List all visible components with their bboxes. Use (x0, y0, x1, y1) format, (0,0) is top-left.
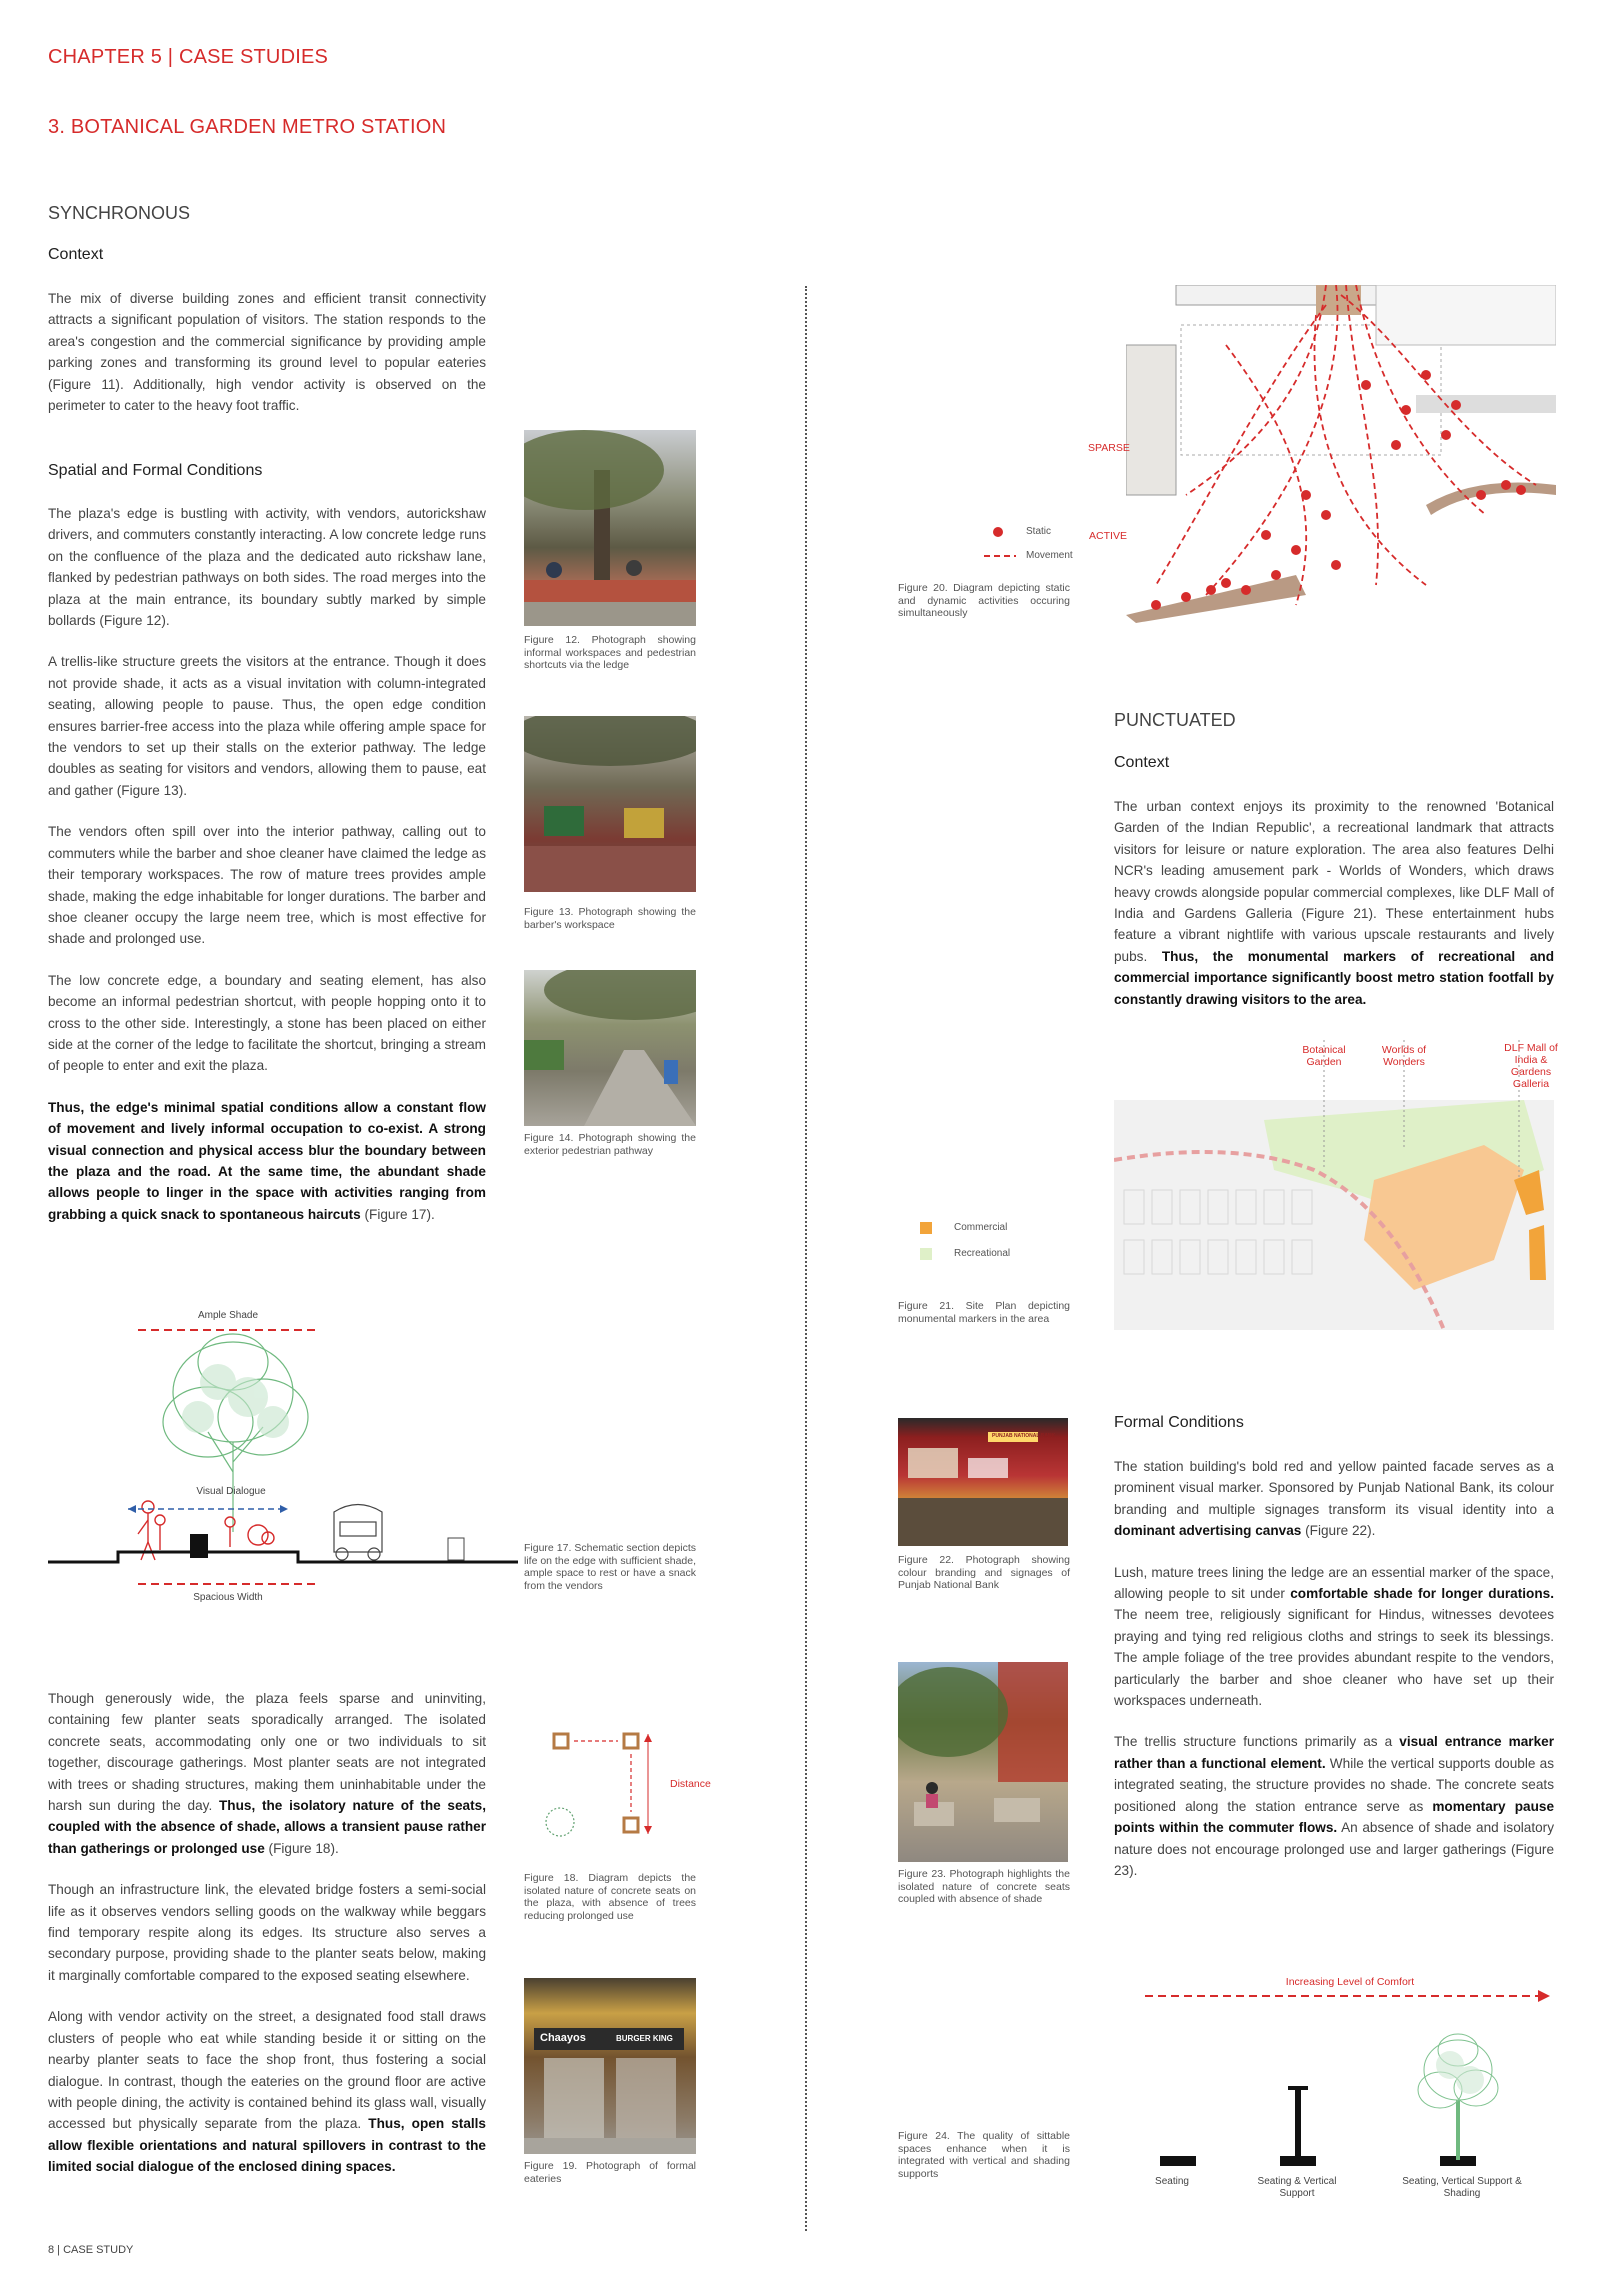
static-activity-dot (1441, 430, 1451, 440)
caption-fig12: Figure 12. Photograph showing informal workspaces and pedestrian shortcuts via the ledge (524, 634, 696, 671)
sign-pnb: PUNJAB NATIONAL BANK (992, 1433, 1056, 1439)
static-activity-dot (1261, 530, 1271, 540)
fig21-site-plan (1114, 1040, 1558, 1330)
context-heading: Context (48, 246, 104, 263)
section-diagram-svg (48, 1302, 518, 1622)
comfort-diagram-svg (1140, 1970, 1560, 2180)
site-plan-svg (1114, 1040, 1554, 1330)
caption-fig24: Figure 24. The quality of sittable spaces enhance when it is integrated with vertical and shading supports (898, 2130, 1070, 2180)
seats-photo-illustration (898, 1662, 1068, 1862)
fig18-diagram (530, 1712, 710, 1862)
column-divider (805, 286, 807, 2231)
caption-fig14: Figure 14. Photograph showing the exterior pedestrian pathway (524, 1132, 696, 1157)
pathway-photo-illustration (524, 970, 696, 1126)
paragraph: Along with vendor activity on the street, a designated food stall draws clusters of people who eat while standing beside it or sitting on the nearby planter seats to face the shop front, thus fostering a social dialogue. In contrast, though the eateries on the ground floor are active with people dining, the activity is contained behind its glass wall, visually accessed but physically separate from the plaza. Thus, open stalls allow flexible orientations and natural spillovers in contrast to the limited social dialogue of the enclosed dining spaces. (48, 2009, 486, 2175)
static-activity-dot (1391, 440, 1401, 450)
caption-fig19: Figure 19. Photograph of formal eateries (524, 2160, 696, 2185)
static-activity-dot (1241, 585, 1251, 595)
legend-swatch-recreational (920, 1248, 932, 1260)
label-botanical-garden: Botanical Garden (1302, 1044, 1346, 1068)
label-seating-full: Seating, Vertical Support & Shading (1402, 2176, 1522, 2199)
legend-commercial: Commercial (954, 1222, 1008, 1233)
label-ample-shade: Ample Shade (197, 1310, 259, 1321)
static-activity-dot (1271, 570, 1281, 580)
caption-fig20: Figure 20. Diagram depicting static and dynamic activities occuring simultaneously (898, 582, 1070, 619)
paragraph: Thus, the edge's minimal spatial conditions allow a constant flow of movement and lively informal occupation to co-exist. A strong visual connection and physical access blur the boundary between the plaza and the road. At the same time, the abundant shade allows people to linger in the space with activities ranging from grabbing a quick snack to spontaneous haircuts (Figure 17). (48, 1099, 486, 1222)
photo-isolated-seats (898, 1662, 1068, 1862)
barber-photo-illustration (524, 716, 696, 892)
legend-swatch-commercial (920, 1222, 932, 1234)
formal-conditions-heading: Formal Conditions (1114, 1414, 1244, 1431)
photo-formal-eateries (524, 1978, 696, 2154)
static-activity-dot (1361, 380, 1371, 390)
context-text: The mix of diverse building zones and efficient transit connectivity attracts a significant population of visitors. The station responds to the area's congestion and the commercial significance by providing ample parking zones and transforming its ground level to popular eateries (Figure 11). Additionally, high vendor activity is observed on the perimeter to cater to the heavy foot traffic. (48, 291, 486, 414)
caption-fig21: Figure 21. Site Plan depicting monumental markers in the area (898, 1300, 1070, 1325)
chapter-title: CHAPTER 5 | CASE STUDIES (48, 46, 329, 68)
fig20-legend (984, 522, 1104, 566)
label-visual-dialogue: Visual Dialogue (196, 1486, 266, 1497)
synchronous-heading: SYNCHRONOUS (48, 203, 191, 223)
static-activity-dot (1331, 560, 1341, 570)
paragraph: The vendors often spill over into the interior pathway, calling out to commuters while the barber and shoe cleaner have claimed the ledge as their temporary workspaces. The row of mature trees provides ample shade, making the edge inhabitable for longer durations. The barber and shoe cleaner occupy the large neem tree, which is most effective for shade and prolonged use. (48, 824, 486, 947)
static-activity-dot (1476, 490, 1486, 500)
paragraph: Lush, mature trees lining the ledge are an essential marker of the space, allowing people to sit under comfortable shade for longer durations. The neem tree, religiously significant for Hindus, witnesses devotees praying and tying red religious cloths and strings to seek its blessings. The ample foliage of the tree provides abundant respite to the vendors, particularly the barber and shoe cleaner who have set up their workspaces underneath. (1114, 1564, 1554, 1709)
photo-informal-workspaces (524, 430, 696, 626)
label-worlds-of-wonders: Worlds of Wonders (1381, 1044, 1427, 1068)
static-activity-dot (1321, 510, 1331, 520)
sign-burger-king: BURGER KING (616, 2034, 673, 2043)
label-dlf-mall: DLF Mall of India & Gardens Galleria (1504, 1042, 1558, 1090)
punctuated-heading: PUNCTUATED (1114, 710, 1236, 730)
static-activity-dot (1151, 600, 1161, 610)
label-distance: Distance (670, 1778, 711, 1790)
legend-recreational: Recreational (954, 1248, 1011, 1259)
paragraph: The trellis structure functions primarily as a visual entrance marker rather than a functional element. While the vertical supports double as integrated seating, the structure provides no shade. The concrete seats positioned along the station entrance serve as momentary pause points within the commuter flows. An absence of shade and isolatory nature does not encourage prolonged use and larger gatherings (Figure 23). (1114, 1734, 1555, 1878)
legend-static: Static (1026, 526, 1052, 537)
static-activity-dot (1181, 592, 1191, 602)
caption-fig18: Figure 18. Diagram depicts the isolated nature of concrete seats on the plaza, with absence of trees reducing prolonged use (524, 1872, 696, 1922)
right-context-text: The urban context enjoys its proximity to the renowned 'Botanical Garden of the Indian Republic', a recreational landmark that attracts visitors for leisure or nature exploration. The area also features Delhi NCR's leading amusement park - Worlds of Wonders, which draws heavy crowds alongside popular commercial complexes, like DLF Mall of India and Gardens Galleria (Figure 21). These entertainment hubs feature a vibrant nightlife with various upscale restaurants and lively pubs. Thus, the monumental markers of recreational and commercial importance significantly boost metro station footfall by constantly drawing visitors to the area. (1114, 799, 1554, 1007)
static-activity-dot (1221, 578, 1231, 588)
label-increasing-comfort: Increasing Level of Comfort (1285, 1976, 1415, 1988)
spatial-text-block (48, 503, 486, 1245)
section-title: 3. BOTANICAL GARDEN METRO STATION (48, 116, 447, 138)
legend-movement: Movement (1026, 550, 1073, 561)
paragraph: A trellis-like structure greets the visitors at the entrance. Though it does not provide shade, it acts as a visual invitation with column-integrated seating, allowing people to pause. Thus, the open edge condition ensures barrier-free access into the plaza while offering ample space for the vendors to set up their stalls on the exterior pathway. The ledge doubles as seating for visitors and vendors, allowing them to pause, eat and gather (Figure 13). (48, 654, 486, 798)
caption-fig23: Figure 23. Photograph highlights the isolated nature of concrete seats coupled with absence of shade (898, 1868, 1070, 1905)
label-spacious-width: Spacious Width (193, 1592, 263, 1603)
fig20-activity-map (1126, 285, 1556, 623)
photo-punjab-national-bank (898, 1418, 1068, 1546)
formal-conditions-text (1114, 1456, 1554, 1901)
static-activity-dot (1516, 485, 1526, 495)
eateries-photo-illustration (524, 1978, 696, 2154)
fig21-legend (920, 1222, 1080, 1266)
caption-fig17: Figure 17. Schematic section depicts life on the edge with sufficient shade, ample space to rest or have a snack from the vendors (524, 1542, 697, 1592)
fig24-comfort-diagram (1140, 1970, 1560, 2180)
caption-fig13: Figure 13. Photograph showing the barber's workspace (524, 906, 696, 931)
static-activity-dot (1501, 480, 1511, 490)
page-footer: 8 | CASE STUDY (48, 2244, 134, 2256)
label-active: ACTIVE (1089, 530, 1127, 542)
paragraph: Though an infrastructure link, the elevated bridge fosters a semi-social life as it observes vendors selling goods on the walkway while beggars find temporary respite along its edges. Its structure also serves a secondary purpose, providing shade to the planter seats below, making it marginally comfortable compared to the exposed seating elsewhere. (48, 1882, 486, 1983)
photo-pedestrian-pathway (524, 970, 696, 1126)
paragraph: The plaza's edge is bustling with activity, with vendors, autorickshaw drivers, and commuters constantly interacting. A low concrete ledge runs on the confluence of the plaza and the dedicated auto rickshaw lane, flanked by pedestrian pathways on both sides. The road merges into the plaza at the main entrance, its boundary subtly marked by simple bollards (Figure 12). (48, 506, 486, 629)
paragraph: The low concrete edge, a boundary and seating element, has also become an informal pedestrian shortcut, with people hopping onto it to cross to the other side. Interestingly, a stone has been placed on either side at the corner of the ledge to facilitate the shortcut, bringing a stream of people to enter and exit the plaza. (48, 972, 486, 1074)
static-activity-dot (1401, 405, 1411, 415)
spatial-heading: Spatial and Formal Conditions (48, 462, 263, 479)
activity-map-svg (1126, 285, 1556, 623)
plaza-text-block (48, 1688, 486, 2198)
label-sparse: SPARSE (1088, 442, 1130, 454)
label-seating-vertical: Seating & Vertical Support (1257, 2176, 1337, 2199)
tree-photo-illustration (524, 430, 696, 626)
right-context-heading: Context (1114, 754, 1170, 771)
paragraph: Though generously wide, the plaza feels sparse and uninviting, containing few planter seats sporadically arranged. The isolated concrete seats, accommodating only one or two individuals to sit together, discourage gatherings. Most planter seats are not integrated with trees or shading structures, making them uninhabitable under the harsh sun during the day. Thus, the isolatory nature of the seats, coupled with the absence of shade, allows a transient pause rather than gatherings or prolonged use (Figure 18). (48, 1691, 486, 1856)
static-activity-dot (1451, 400, 1461, 410)
photo-barber-workspace (524, 716, 696, 892)
caption-fig22: Figure 22. Photograph showing colour branding and signages of Punjab National Bank (898, 1554, 1070, 1591)
fig17-section-diagram (48, 1302, 518, 1622)
sign-chaayos: Chaayos (540, 2032, 586, 2044)
static-activity-dot (1421, 370, 1431, 380)
static-activity-dot (1291, 545, 1301, 555)
label-seating: Seating (1155, 2176, 1189, 2187)
paragraph: The station building's bold red and yellow painted facade serves as a prominent visual marker. Sponsored by Punjab National Bank, its colour branding and multiple signages transform its visual identity into a dominant advertising canvas (Figure 22). (1114, 1459, 1554, 1539)
